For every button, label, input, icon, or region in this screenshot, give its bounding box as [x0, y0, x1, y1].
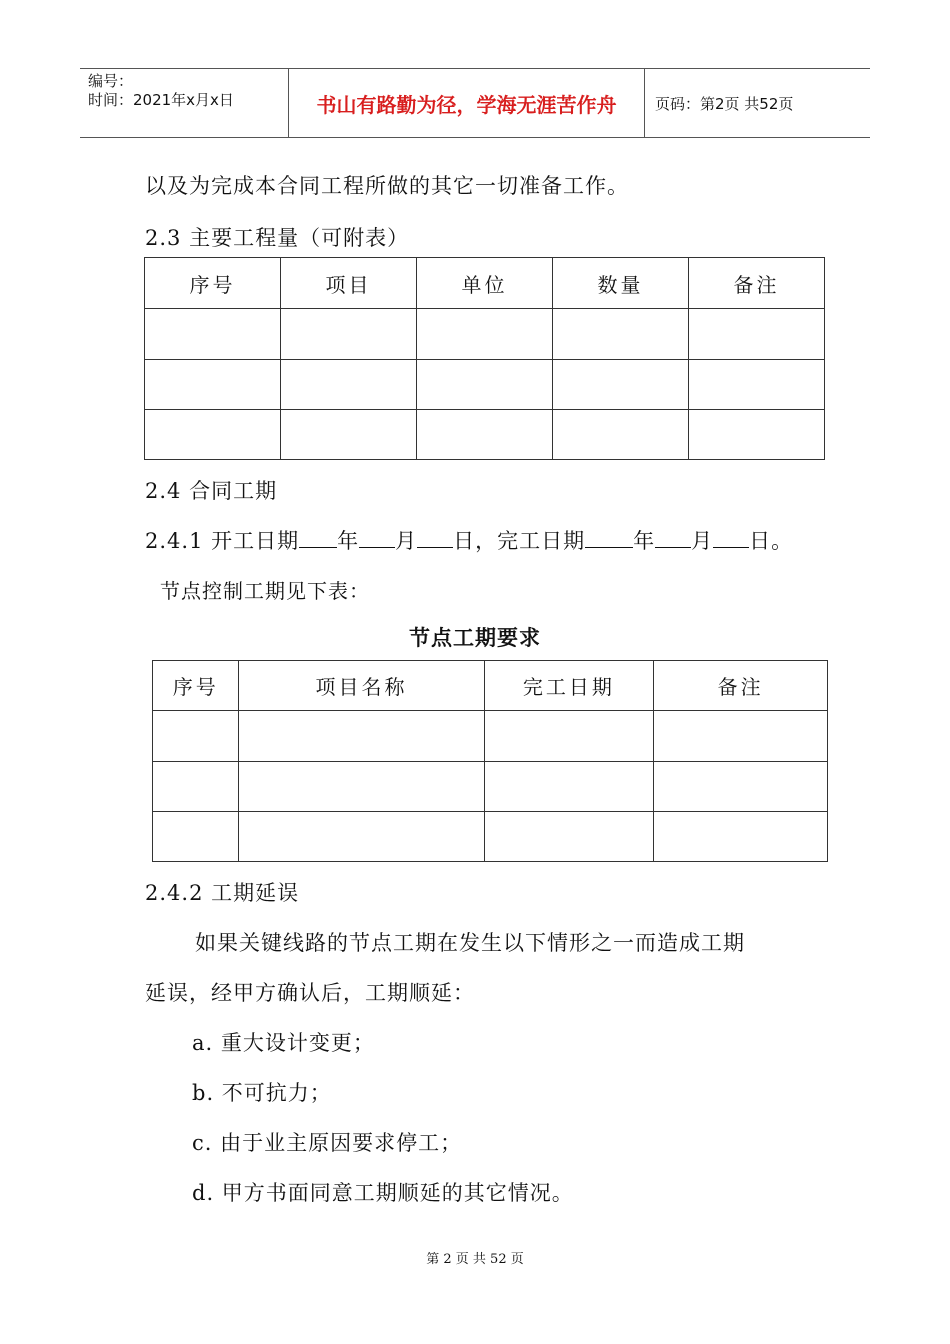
table-header-row	[145, 258, 825, 309]
code-label: 编号：	[88, 72, 134, 90]
blank-year-2	[585, 527, 633, 548]
quantity-table	[144, 257, 825, 460]
year-label: 年	[337, 529, 360, 553]
delay-paragraph-line2: 延误，经甲方确认后，工期顺延：	[145, 981, 475, 1005]
section-2-4-1-line	[145, 525, 793, 555]
list-item: c. 由于业主原因要求停工；	[192, 1131, 463, 1155]
page-header	[80, 68, 870, 138]
table-header-row	[153, 661, 828, 711]
col-header: 备注	[689, 258, 825, 309]
schedule-note: 节点控制工期见下表：	[160, 579, 370, 603]
section-2-3-heading: 2.3 主要工程量（可附表）	[145, 226, 410, 250]
header-page-label: 页码：第2页 共52页	[655, 94, 794, 113]
milestone-table	[152, 660, 828, 862]
header-motto: 书山有路勤为径，学海无涯苦作舟	[289, 69, 645, 137]
delay-paragraph-line1: 如果关键线路的节点工期在发生以下情形之一而造成工期	[195, 931, 745, 955]
col-header: 序号	[153, 661, 239, 711]
body-line1: 以及为完成本合同工程所做的其它一切准备工作。	[145, 174, 629, 198]
section-2-4-2-heading: 2.4.2 工期延误	[145, 881, 300, 905]
col-header: 单位	[417, 258, 553, 309]
table-row	[153, 812, 828, 862]
list-item: a. 重大设计变更；	[192, 1031, 375, 1055]
list-item: d. 甲方书面同意工期顺延的其它情况。	[192, 1181, 574, 1205]
page-footer: 第 2 页 共 52 页	[426, 1252, 524, 1267]
time-label: 时间：2021年x月x日	[88, 91, 234, 109]
end-date-label: 日，完工日期	[453, 529, 586, 553]
section-2-4-heading: 2.4 合同工期	[145, 479, 278, 503]
start-date-label: 2.4.1 开工日期	[145, 529, 300, 553]
month-label-2: 月	[691, 529, 714, 553]
header-meta	[80, 69, 289, 137]
blank-month-2	[655, 527, 691, 548]
month-label: 月	[395, 529, 418, 553]
table-row	[145, 309, 825, 360]
col-header: 完工日期	[484, 661, 654, 711]
col-header: 备注	[654, 661, 828, 711]
col-header: 数量	[553, 258, 689, 309]
table-row	[145, 360, 825, 410]
blank-year	[299, 527, 337, 548]
blank-month	[359, 527, 395, 548]
col-header: 项目	[281, 258, 417, 309]
blank-day-2	[713, 527, 749, 548]
year-label-2: 年	[633, 529, 656, 553]
list-item: b. 不可抗力；	[192, 1081, 332, 1105]
table-row	[153, 711, 828, 762]
table-row	[153, 762, 828, 812]
blank-day	[417, 527, 453, 548]
table-row	[145, 410, 825, 460]
col-header: 序号	[145, 258, 281, 309]
day-label-2: 日。	[749, 529, 794, 553]
col-header: 项目名称	[239, 661, 484, 711]
table2-title: 节点工期要求	[409, 625, 541, 650]
